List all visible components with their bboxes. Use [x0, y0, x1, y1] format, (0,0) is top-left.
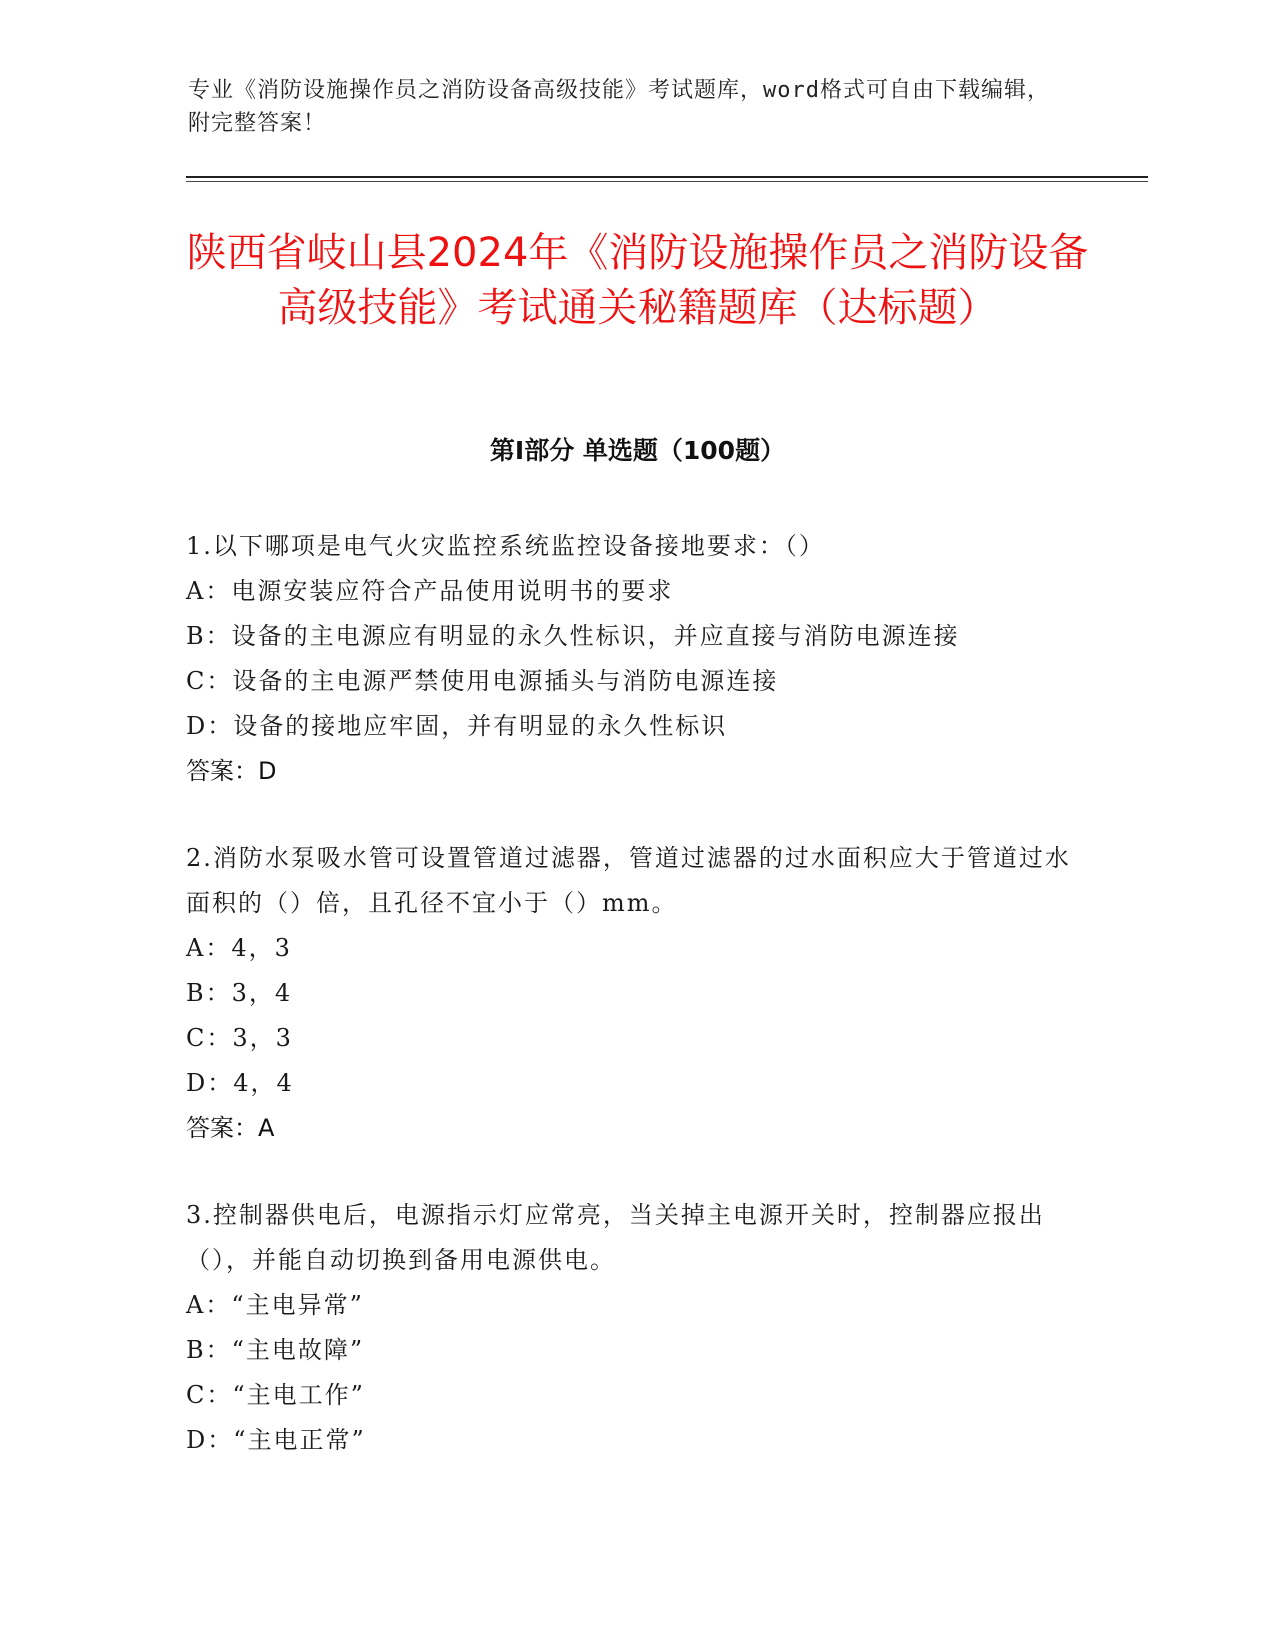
option-c: C：“主电工作”: [186, 1381, 365, 1409]
option-b: B：设备的主电源应有明显的永久性标识，并应直接与消防电源连接: [186, 622, 960, 650]
question-text: 3.控制器供电后，电源指示灯应常亮，当关掉主电源开关时，控制器应报出（），并能自动切换到备用电源供电。: [186, 1201, 1045, 1274]
option-a: A：电源安装应符合产品使用说明书的要求: [186, 577, 674, 605]
answer: 答案：D: [186, 757, 277, 785]
option-d: D：4，4: [186, 1069, 294, 1097]
option-a: A：4，3: [186, 934, 292, 962]
option-c: C：设备的主电源严禁使用电源插头与消防电源连接: [186, 667, 779, 695]
header-divider-thick: [186, 176, 1148, 178]
option-d: D：“主电正常”: [186, 1426, 366, 1454]
section-title: 第I部分 单选题（100题）: [489, 436, 786, 465]
question-list: [186, 524, 1076, 1505]
option-a: A：“主电异常”: [186, 1291, 364, 1319]
question-3: [186, 1193, 1076, 1463]
question-text: 1.以下哪项是电气火灾监控系统监控设备接地要求：（）: [186, 532, 825, 560]
option-c: C：3，3: [186, 1024, 293, 1052]
answer: 答案：A: [186, 1114, 275, 1142]
question-text: 2.消防水泵吸水管可设置管道过滤器，管道过滤器的过水面积应大于管道过水面积的（）倍，且孔径不宜小于（）mm。: [186, 844, 1071, 917]
option-b: B：3，4: [186, 979, 293, 1007]
header-note: 专业《消防设施操作员之消防设备高级技能》考试题库，word格式可自由下载编辑，附完整答案！: [188, 78, 1050, 136]
document-title: 陕西省岐山县2024年《消防设施操作员之消防设备高级技能》考试通关秘籍题库（达标题）: [186, 230, 1089, 331]
option-b: B：“主电故障”: [186, 1336, 365, 1364]
question-2: [186, 836, 1076, 1151]
header-divider-thin: [186, 181, 1148, 182]
question-1: [186, 524, 1076, 794]
option-d: D：设备的接地应牢固，并有明显的永久性标识: [186, 712, 728, 740]
